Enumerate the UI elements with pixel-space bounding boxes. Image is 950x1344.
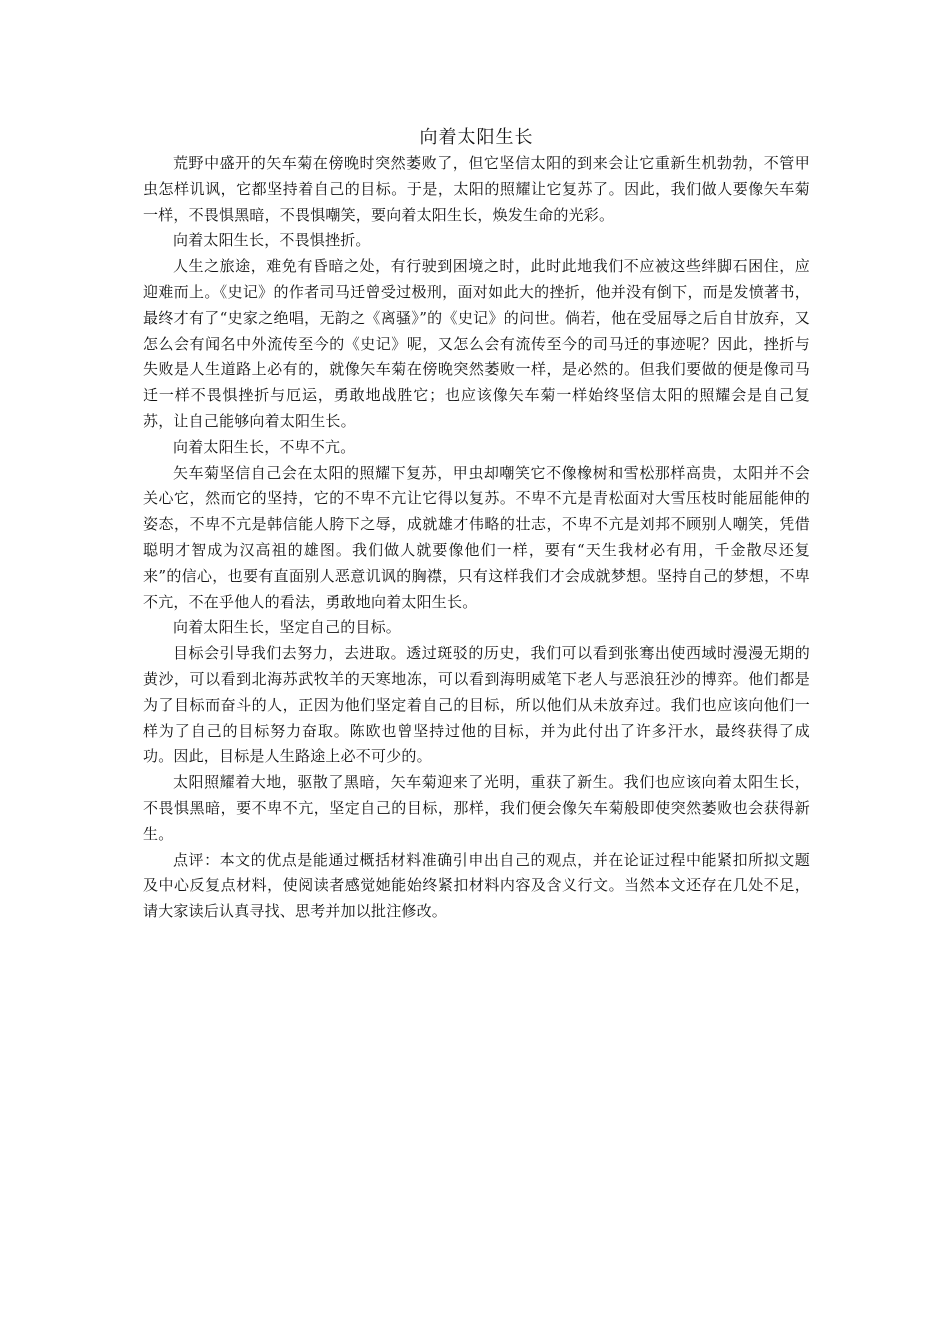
paragraph-heading-humility: 向着太阳生长，不卑不亢。 [173,437,356,456]
paragraph-setbacks: 人生之旅途，难免有昏暗之处，有行驶到困境之时，此时此地我们不应被这些绊脚石困住，应迎难而上。《史记》的作者司马迁曾受过极刑，面对如此大的挫折，他并没有倒下，而是发愤著书，最终才有了“史家之绝唱，无韵之《离骚》”的《史记》的问世。倘若，他在受屈辱之后自甘放弃，又怎么会有闻名中外流传至今的《史记》呢，又怎么会有流传至今的司马迁的事迹呢？因此，挫折与失败是人生道路上必有的，就像矢车菊在傍晚突然萎败一样，是必然的。但我们要做的便是像司马迁一样不畏惧挫折与厄运，勇敢地战胜它；也应该像矢车菊一样始终坚信太阳的照耀会是自己复苏，让自己能够向着太阳生长。 [143,257,810,430]
paragraph-intro: 荒野中盛开的矢车菊在傍晚时突然萎败了，但它坚信太阳的到来会让它重新生机勃勃，不管甲虫怎样讥讽，它都坚持着自己的目标。于是，太阳的照耀让它复苏了。因此，我们做人要像矢车菊一样，不畏惧黑暗，不畏惧嘲笑，要向着太阳生长，焕发生命的光彩。 [143,154,810,224]
document-title: 向着太阳生长 [419,127,534,148]
paragraph-heading-goals: 向着太阳生长，坚定自己的目标。 [173,618,402,637]
paragraph-conclusion: 太阳照耀着大地，驱散了黑暗，矢车菊迎来了光明，重获了新生。我们也应该向着太阳生长，不畏惧黑暗，要不卑不亢，坚定自己的目标，那样，我们便会像矢车菊般即使突然萎败也会获得新生。 [143,773,810,843]
paragraph-humility: 矢车菊坚信自己会在太阳的照耀下复苏，甲虫却嘲笑它不像橡树和雪松那样高贵，太阳并不会关心它，然而它的坚持，它的不卑不亢让它得以复苏。不卑不亢是青松面对大雪压枝时能屈能伸的姿态，不卑不亢是韩信能人胯下之辱，成就雄才伟略的壮志，不卑不亢是刘邦不顾别人嘲笑，凭借聪明才智成为汉高祖的雄图。我们做人就要像他们一样，要有“天生我材必有用，千金散尽还复来”的信心，也要有直面别人恶意讥讽的胸襟，只有这样我们才会成就梦想。坚持自己的梦想，不卑不亢，不在乎他人的看法，勇敢地向着太阳生长。 [143,463,810,611]
document-page [143,125,810,925]
paragraph-goals: 目标会引导我们去努力，去进取。透过斑驳的历史，我们可以看到张骞出使西域时漫漫无期的黄沙，可以看到北海苏武牧羊的天寒地冻，可以看到海明威笔下老人与恶浪狂沙的博弈。他们都是为了目标而奋斗的人，正因为他们坚定着自己的目标，所以他们从未放弃过。我们也应该向他们一样为了自己的目标努力奋取。陈欧也曾坚持过他的目标，并为此付出了许多汗水，最终获得了成功。因此，目标是人生路途上必不可少的。 [143,644,810,766]
paragraph-commentary: 点评：本文的优点是能通过概括材料准确引申出自己的观点，并在论证过程中能紧扣所拟文题及中心反复点材料，使阅读者感觉她能始终紧扣材料内容及含义行文。当然本文还存在几处不足，请大家读后认真寻找、思考并加以批注修改。 [143,850,810,921]
paragraph-heading-setbacks: 向着太阳生长，不畏惧挫折。 [173,231,371,250]
